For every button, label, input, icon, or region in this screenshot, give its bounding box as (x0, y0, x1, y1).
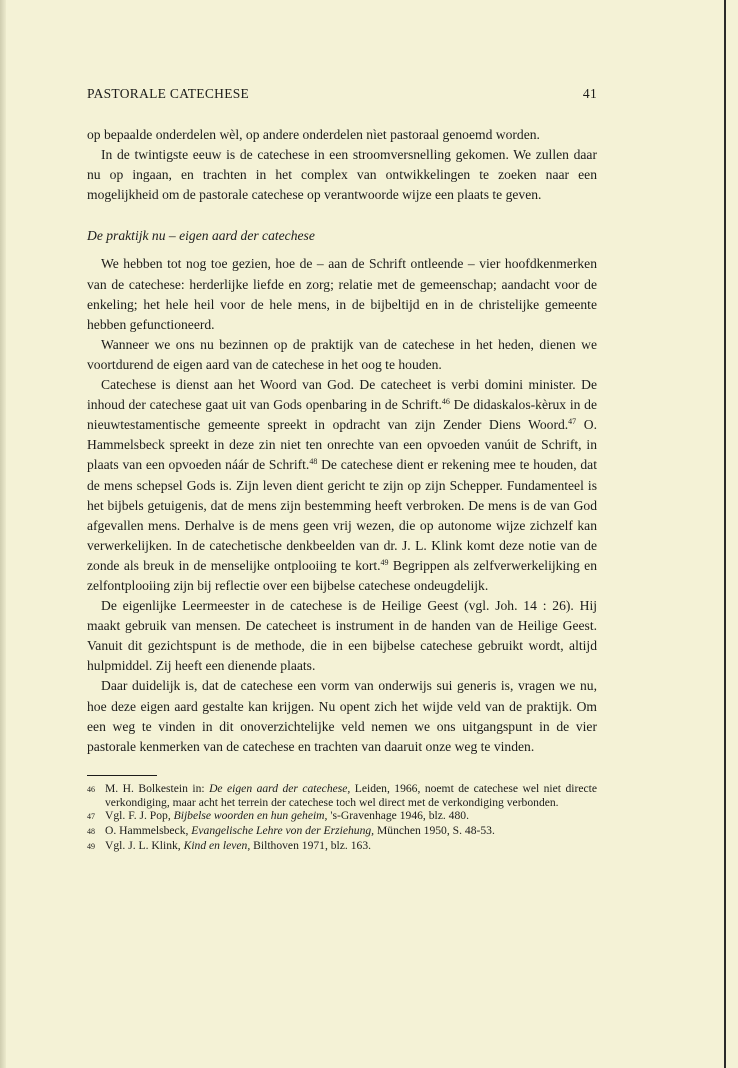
footnote-title: Kind en leven, (183, 838, 251, 852)
footnote-text-run: München 1950, S. 48-53. (374, 823, 495, 837)
footnote-text (105, 809, 597, 824)
footnote-text-run: O. Hammelsbeck, (105, 823, 192, 837)
footnote-title: Evangelische Lehre von der Erziehung, (191, 823, 375, 837)
book-page (87, 86, 597, 853)
text-run: O. Hammelsbeck spreekt in deze zin niet ten onrechte van een opvoeden vanúit de Schrift, in plaats van een opvoeden náár de Schrift. (87, 417, 597, 473)
paragraph: Wanneer we ons nu bezinnen op de praktijk van de catechese in het heden, dienen we voortdurend de eigen aard van de catechese in het oog te houden. (87, 336, 597, 372)
footnote-text-run: Vgl. J. L. Klink, (105, 838, 184, 852)
footnote-text (105, 839, 597, 854)
text-run: De catechese dient er rekening mee te houden, dat de mens schepsel Gods is. Zijn leven dient gericht te zijn op zijn Schepper. Fundamenteel is het bijbels getuigenis, dat de mens zijn bestemming heeft verbroken. De mens is de van God afgevallen mens. Derhalve is de mens geen vrij wezen, die op autonome wijze zichzelf kan verwerkelijken. In de catechetische denkbeelden van dr. J. L. Klink komt deze notie van de zonde als breuk in de menselijke ontplooiing te kort. (87, 457, 597, 573)
running-header (87, 86, 597, 108)
footnote-title: De eigen aard der catechese, (209, 781, 351, 795)
section-heading: De praktijk nu – eigen aard der catechese (87, 228, 315, 244)
footnote-mark: 49 (87, 841, 95, 851)
footnote-title: Bijbelse woorden en hun geheim, (173, 809, 328, 823)
body-text (87, 125, 597, 757)
text-run: Catechese is dienst aan het Woord van God. De catecheet is verbi domini minister. De inhoud der catechese gaat uit van Gods openbaring in de Schrift. (87, 377, 597, 413)
footnote-ref: 47 (568, 417, 577, 427)
paragraph-with-footnotes (87, 375, 597, 596)
footnote (87, 839, 597, 854)
running-title: PASTORALE CATECHESE (87, 86, 250, 101)
footnote-mark: 46 (87, 784, 95, 794)
paragraph: We hebben tot nog toe gezien, hoe de – aan de Schrift ontleende – vier hoofdkenmerken van de catechese: herderlijke liefde en zorg; relatie met de gemeenschap; aandacht voor de enkeling; het hele heil voor de hele mens, in de bijbeltijd en in de christelijke gemeente hebben gefunctioneerd. (87, 256, 597, 332)
footnote-separator (87, 775, 157, 776)
paragraph: Daar duidelijk is, dat de catechese een vorm van onderwijs sui generis is, vragen we nu, hoe deze eigen aard gestalte kan krijgen. Nu opent zich het wijde veld van de praktijk. Om een weg te vinden in dit onoverzichtelijke veld nemen we ons uitgangspunt in de vier pastorale kenmerken van de catechese en trachten van daaruit onze weg te vinden. (87, 678, 597, 754)
footnote-mark: 47 (87, 812, 95, 822)
footnotes (87, 782, 597, 854)
footnote-text (105, 782, 597, 809)
footnote-text-run: 's-Gravenhage 1946, blz. 480. (327, 809, 469, 823)
text-run: Begrippen als zelfverwerkelijking en zelfontplooiing zijn bij reflectie over een bijbelse catechese ondeugdelijk. (87, 557, 597, 593)
footnote (87, 782, 597, 809)
footnote (87, 824, 597, 839)
page-edge-line (724, 0, 726, 1068)
footnote-ref: 46 (441, 397, 450, 407)
footnote (87, 809, 597, 824)
page-spine-shadow (0, 0, 6, 1068)
paragraph-continued: op bepaalde onderdelen wèl, op andere onderdelen nìet pastoraal genoemd worden. (87, 127, 540, 142)
footnote-mark: 48 (87, 826, 95, 836)
text-run: De didaskalos-kèrux in de nieuwtestamentische gemeente spreekt in opdracht van zijn Zender Diens Woord. (87, 397, 597, 433)
page-number: 41 (582, 86, 597, 101)
paragraph: In de twintigste eeuw is de catechese in een stroomversnelling gekomen. We zullen daar nu op ingaan, en trachten in het complex van ontwikkelingen te zoeken naar een mogelijkheid om de pastorale catechese op verantwoorde wijze een plaats te geven. (87, 147, 597, 203)
footnote-ref: 49 (380, 557, 389, 567)
footnote-text-run: Leiden, 1966, noemt de catechese wel niet directe verkondiging, maar acht het terrein der catechese toch wel direct met de verkondiging verbonden. (105, 781, 597, 809)
footnote-text (105, 824, 597, 839)
footnote-text-run: Vgl. F. J. Pop, (105, 809, 174, 823)
footnote-ref: 48 (309, 457, 318, 467)
footnote-text-run: Bilthoven 1971, blz. 163. (250, 838, 372, 852)
paragraph: De eigenlijke Leermeester in de catechese is de Heilige Geest (vgl. Joh. 14 : 26). Hij maakt gebruik van mensen. De catecheet is instrument in de handen van de Heilige Geest. Vanuit dit gezichtspunt is de methode, die in een bijbelse catechese gebruikt wordt, altijd hulpmiddel. Zij heeft een dienende plaats. (87, 598, 597, 674)
footnote-text-run: M. H. Bolkestein in: (105, 781, 210, 795)
